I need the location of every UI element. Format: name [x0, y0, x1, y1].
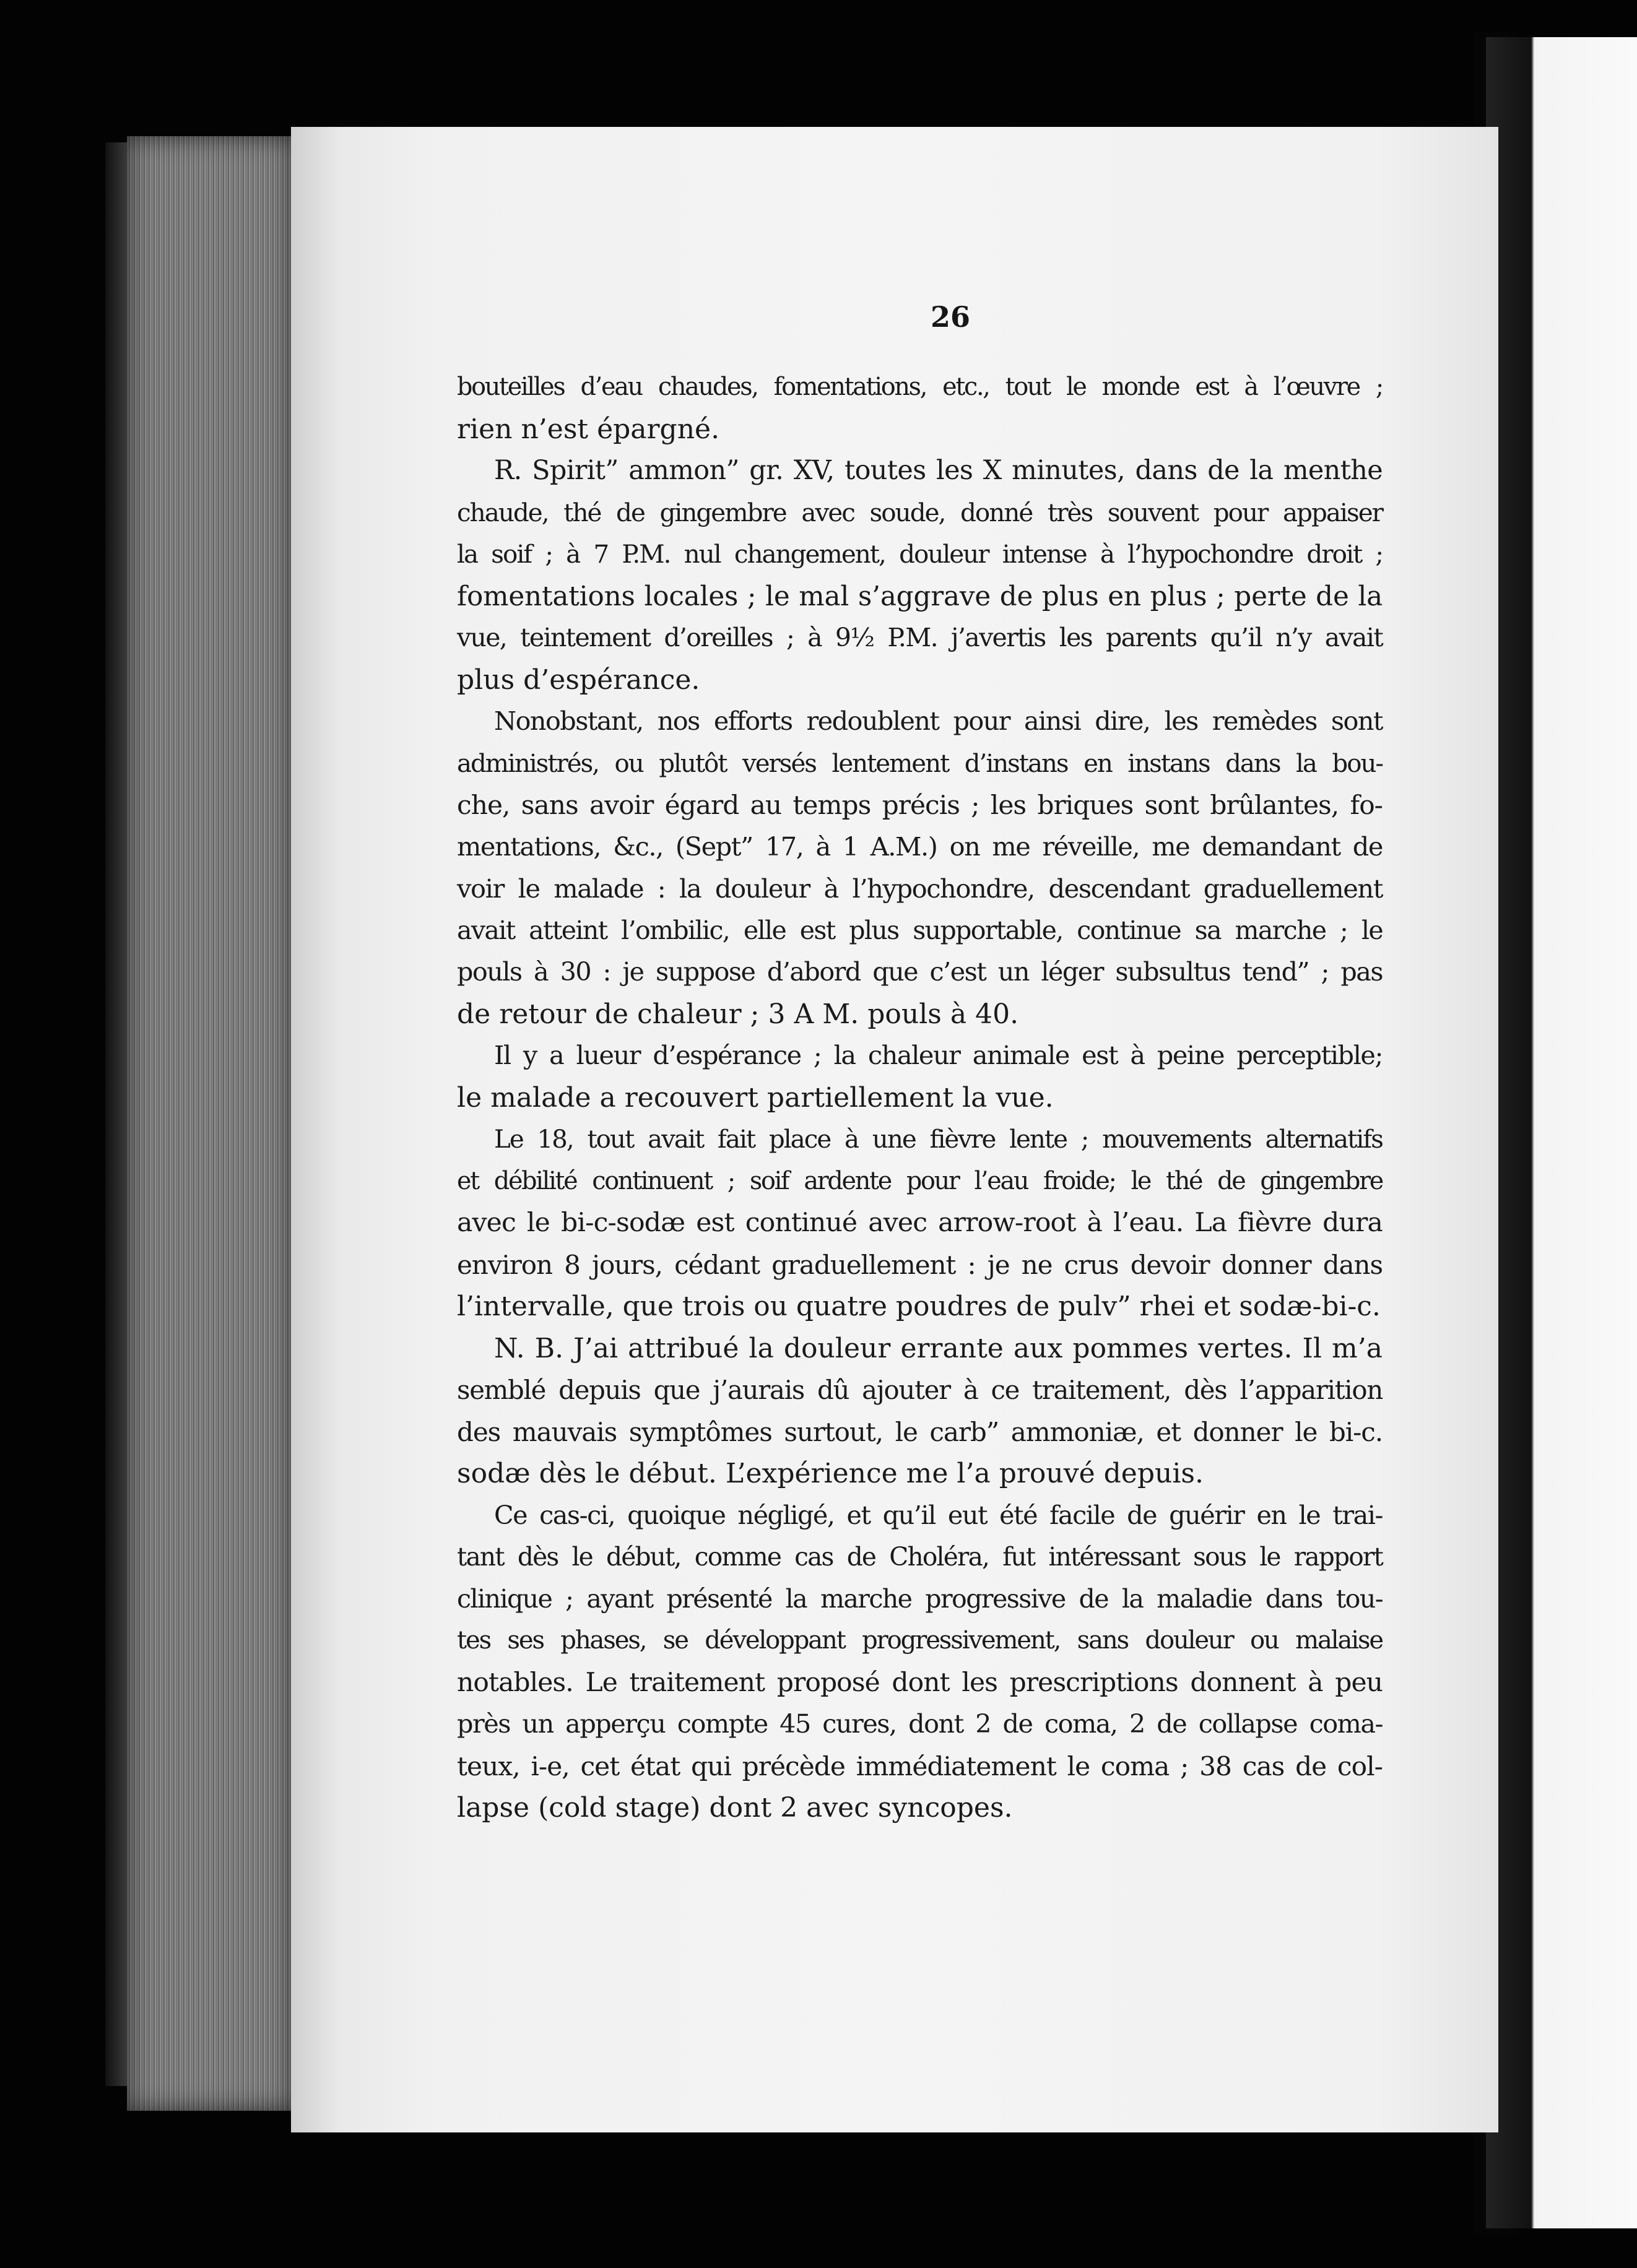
text-line: avec le bi-c-sodæ est continué avec arrow-root à l’eau. La fièvre dura [457, 1208, 1383, 1238]
text-line: semblé depuis que j’aurais dû ajouter à ce traitement, dès l’apparition [457, 1375, 1383, 1405]
text-line: notables. Le traitement proposé dont les prescriptions donnent à peu [457, 1667, 1383, 1698]
text-line: che, sans avoir égard au temps précis ; les briques sont brûlantes, fo- [457, 790, 1383, 820]
text-line: lapse (cold stage) dont 2 avec syncopes. [457, 1792, 1013, 1824]
paragraph [457, 1119, 1383, 1328]
text-line: pouls à 30 : je suppose d’abord que c’est un léger subsultus tend” ; pas [457, 957, 1383, 987]
text-line: sodæ dès le début. L’expérience me l’a prouvé depuis. [457, 1458, 1204, 1489]
text-line: rien n’est épargné. [457, 413, 720, 445]
paragraph [457, 1035, 1383, 1119]
text-line: mentations, &c., (Sept” 17, à 1 A.M.) on me réveille, me demandant de [457, 831, 1383, 862]
text-line: Il y a lueur d’espérance ; la chaleur animale est à peine perceptible; [494, 1041, 1383, 1070]
text-line: administrés, ou plutôt versés lentement d’instans en instans dans la bou- [457, 748, 1383, 778]
paragraph [457, 701, 1383, 1035]
text-line: plus d’espérance. [457, 664, 700, 696]
text-line: N. B. J’ai attribué la douleur errante aux pommes vertes. Il m’a [494, 1332, 1383, 1364]
text-line: de retour de chaleur ; 3 A M. pouls à 40. [457, 998, 1019, 1030]
text-line: bouteilles d’eau chaudes, fomentations, etc., tout le monde est à l’œuvre ; [457, 373, 1383, 401]
page-number: 26 [930, 300, 970, 334]
text-line: fomentations locales ; le mal s’aggrave de plus en plus ; perte de la [457, 580, 1383, 612]
paragraph [457, 366, 1383, 450]
text-line: Ce cas-ci, quoique négligé, et qu’il eut été facile de guérir en le trai- [494, 1500, 1383, 1530]
text-line: tes ses phases, se développant progressivement, sans douleur ou malaise [457, 1626, 1383, 1655]
text-line: l’intervalle, que trois ou quatre poudres de pulv” rhei et sodæ-bi-c. [457, 1291, 1381, 1322]
paragraph [457, 450, 1383, 701]
text-line: et débilité continuent ; soif ardente pour l’eau froide; le thé de gingembre [457, 1166, 1383, 1195]
text-line: vue, teintement d’oreilles ; à 9½ P.M. j’avertis les parents qu’il n’y avait [457, 623, 1383, 652]
text-line: voir le malade : la douleur à l’hypochondre, descendant graduellement [457, 873, 1383, 904]
body-text [457, 366, 1383, 1829]
text-line: des mauvais symptômes surtout, le carb” ammoniæ, et donner le bi-c. [457, 1416, 1383, 1447]
text-line: chaude, thé de gingembre avec soude, donné très souvent pour appaiser [457, 497, 1383, 527]
text-line: la soif ; à 7 P.M. nul changement, douleur intense à l’hypochondre droit ; [457, 539, 1383, 569]
text-line: teux, i-e, cet état qui précède immédiatement le coma ; 38 cas de col- [457, 1751, 1383, 1781]
text-line: près un apperçu compte 45 cures, dont 2 de coma, 2 de collapse coma- [457, 1709, 1383, 1739]
text-line: tant dès le début, comme cas de Choléra, fut intéressant sous le rapport [457, 1542, 1383, 1572]
text-line: Nonobstant, nos efforts redoublent pour ainsi dire, les remèdes sont [494, 706, 1383, 736]
facing-page-edge [1486, 37, 1637, 2228]
text-line: avait atteint l’ombilic, elle est plus supportable, continue sa marche ; le [457, 915, 1383, 945]
paragraph [457, 1495, 1383, 1829]
text-line: clinique ; ayant présenté la marche progressive de la maladie dans tou- [457, 1583, 1383, 1614]
page-edge-stack [127, 136, 294, 2111]
text-line: R. Spirit” ammon” gr. XV, toutes les X minutes, dans de la menthe [494, 455, 1383, 486]
text-line: environ 8 jours, cédant graduellement : je ne crus devoir donner dans [457, 1249, 1383, 1280]
text-line: Le 18, tout avait fait place à une fièvre lente ; mouvements alternatifs [494, 1125, 1383, 1154]
paragraph [457, 1328, 1383, 1495]
text-line: le malade a recouvert partiellement la vue. [457, 1081, 1054, 1114]
